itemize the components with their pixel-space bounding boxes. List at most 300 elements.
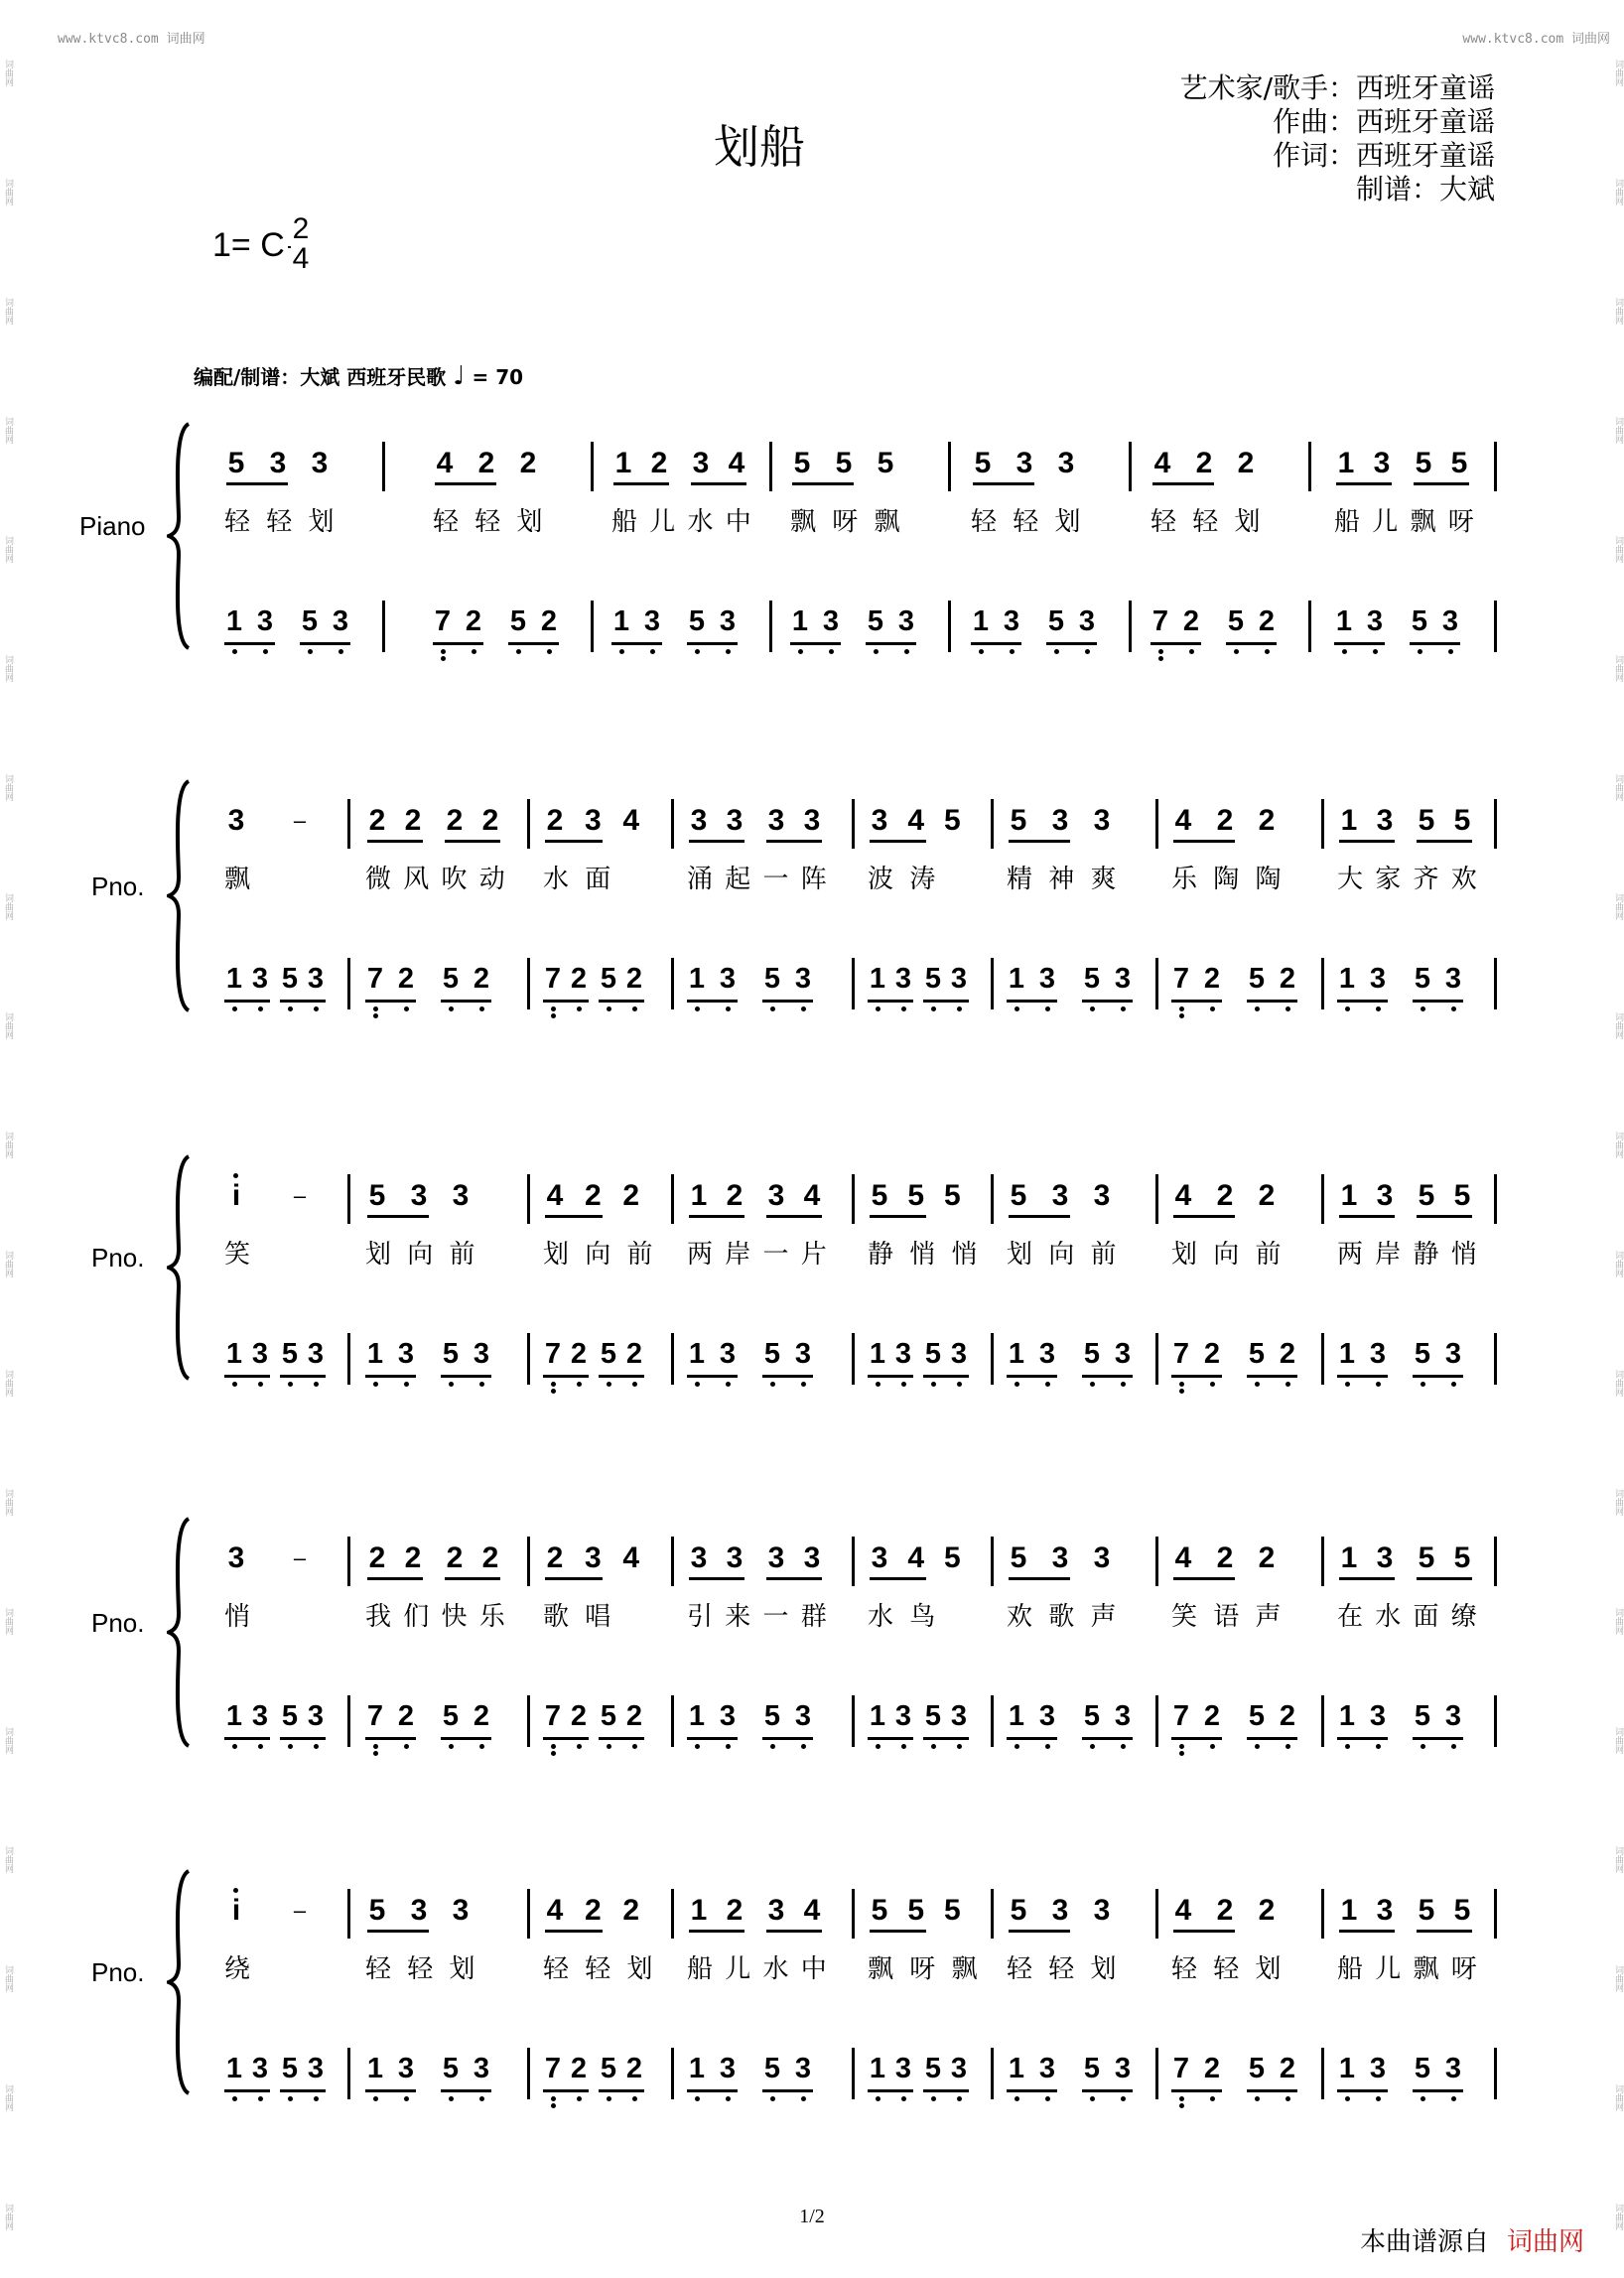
bass-note: 5 [1248, 1338, 1266, 1370]
melody-note: 4 [622, 1541, 639, 1574]
octave-low-dot [314, 1382, 319, 1387]
score-system [0, 779, 1624, 1042]
eighth-underline [224, 1375, 270, 1378]
melody-note: 5 [974, 447, 992, 479]
eighth-underline [870, 1215, 926, 1218]
bass-note: 1 [1008, 1338, 1025, 1370]
eighth-underline [1414, 482, 1469, 485]
melody-note: 4 [803, 1894, 821, 1927]
octave-low-dot [1286, 1744, 1290, 1749]
melody-note: 1 [1340, 1541, 1358, 1574]
melody-note: 5 [871, 1179, 888, 1212]
melody-note: 5 [1415, 447, 1432, 479]
bass-note: 3 [1114, 1700, 1132, 1732]
eighth-underline [1007, 2089, 1057, 2092]
octave-low-dot [232, 1006, 237, 1011]
melody-note: 3 [311, 447, 329, 479]
lyric-text: 大 家 齐 欢 [1337, 865, 1479, 894]
melody-note: 2 [481, 1541, 499, 1574]
octave-low-dot [931, 1382, 936, 1387]
melody-note: 3 [269, 447, 287, 479]
bass-note: 1 [1008, 1700, 1025, 1732]
octave-low-dot [288, 1744, 293, 1749]
octave-low-dot [1376, 1744, 1381, 1749]
barline [347, 1333, 350, 1385]
octave-low-dot [441, 656, 446, 661]
melody-note: 2 [622, 1179, 639, 1212]
octave-low-dot [551, 1382, 556, 1387]
bass-note: 7 [366, 1700, 384, 1732]
melody-note: 2 [1237, 447, 1255, 479]
eighth-underline [1082, 1000, 1133, 1003]
bass-note: 3 [894, 963, 912, 995]
eighth-underline [300, 642, 350, 645]
octave-low-dot [232, 1382, 237, 1387]
bass-note: 5 [867, 605, 884, 637]
lyric-text: 两 岸 一 片 [687, 1240, 829, 1270]
bass-note: 3 [794, 1700, 812, 1732]
melody-note: 3 [1093, 1179, 1111, 1212]
bass-note: 5 [1227, 605, 1245, 637]
eighth-underline [766, 840, 822, 843]
octave-low-dot [931, 2096, 936, 2101]
octave-low-dot [1345, 1744, 1350, 1749]
melody-note: 4 [907, 1541, 924, 1574]
melody-note: 4 [1153, 447, 1171, 479]
octave-low-dot [1376, 1006, 1381, 1011]
melody-note: 2 [1258, 1541, 1276, 1574]
bass-note: 5 [1083, 2053, 1101, 2084]
octave-low-dot [551, 2103, 556, 2108]
melody-note: 3 [803, 804, 821, 837]
eighth-underline [792, 482, 854, 485]
bass-note: 5 [1083, 963, 1101, 995]
bass-note: 5 [1083, 1338, 1101, 1370]
side-watermark-text: 词曲网 [3, 1489, 13, 1516]
barline [1321, 1889, 1324, 1939]
side-watermark-text: 词曲网 [1613, 1846, 1623, 1873]
eighth-underline [687, 1375, 738, 1378]
eighth-underline [1247, 1737, 1297, 1740]
melody-note: 3 [1057, 447, 1075, 479]
octave-low-dot [801, 1744, 806, 1749]
octave-low-dot [1255, 1744, 1260, 1749]
melody-note: 3 [767, 1179, 785, 1212]
lyric-text: 笑 [224, 1240, 255, 1270]
octave-low-dot [288, 2096, 293, 2101]
bass-note: 3 [719, 963, 737, 995]
melody-note: 3 [410, 1894, 428, 1927]
eighth-underline [1173, 1930, 1235, 1933]
octave-low-dot [288, 1382, 293, 1387]
melody-note: 2 [726, 1179, 744, 1212]
octave-low-dot [449, 1744, 454, 1749]
octave-low-dot [695, 1744, 700, 1749]
side-watermark-text: 词曲网 [3, 1965, 13, 1992]
eighth-underline [923, 2089, 969, 2092]
bass-note: 1 [1008, 2053, 1025, 2084]
melody-note: 2 [622, 1894, 639, 1927]
barline [1494, 1695, 1497, 1747]
side-watermark-text: 词曲网 [1613, 655, 1623, 682]
side-watermark-text: 词曲网 [3, 1251, 13, 1277]
barline [852, 1695, 855, 1747]
melody-note: 3 [1093, 1541, 1111, 1574]
lyric-text: 在 水 面 缭 [1337, 1602, 1479, 1632]
barline [852, 1889, 855, 1939]
bass-note: 3 [251, 1338, 269, 1370]
footer-brand[interactable]: 词曲网 [1506, 2227, 1584, 2257]
bass-note: 7 [1172, 2053, 1190, 2084]
bass-note: 1 [225, 2053, 243, 2084]
bass-note: 5 [1047, 605, 1065, 637]
barline [527, 958, 530, 1009]
octave-low-dot [338, 649, 343, 654]
melody-note: 3 [1376, 1541, 1394, 1574]
bass-note: 5 [442, 1700, 460, 1732]
melody-note: 1 [690, 1894, 708, 1927]
octave-low-dot [1179, 2103, 1184, 2108]
barline [347, 958, 350, 1009]
bass-note: 2 [397, 963, 415, 995]
octave-low-dot [479, 2096, 484, 2101]
eighth-underline [1007, 1737, 1057, 1740]
bass-note: 2 [625, 1700, 643, 1732]
instrument-label: Piano [79, 511, 146, 541]
barline [527, 2048, 530, 2099]
octave-low-dot [373, 2096, 378, 2101]
melody-note: 3 [452, 1179, 470, 1212]
eighth-underline [1226, 642, 1277, 645]
eighth-underline [1417, 840, 1472, 843]
bass-note: 5 [281, 963, 299, 995]
instrument-label: Pno. [91, 1607, 145, 1638]
barline [527, 1537, 530, 1586]
eighth-underline [545, 840, 603, 843]
eighth-underline [441, 1000, 491, 1003]
barline [1494, 1537, 1497, 1586]
bass-note: 3 [794, 963, 812, 995]
octave-low-dot [258, 1382, 263, 1387]
eighth-underline [1171, 1737, 1222, 1740]
eighth-underline [1413, 2089, 1463, 2092]
eighth-underline [599, 1000, 644, 1003]
eighth-underline [790, 642, 841, 645]
barline [769, 601, 772, 652]
eighth-underline [1171, 1000, 1222, 1003]
octave-low-dot [1376, 2096, 1381, 2101]
barline [671, 2048, 674, 2099]
eighth-underline [1007, 1375, 1057, 1378]
eighth-underline [441, 2089, 491, 2092]
octave-low-dot [479, 1006, 484, 1011]
bass-note: 5 [763, 2053, 781, 2084]
bass-note: 3 [1114, 963, 1132, 995]
side-watermark-text: 词曲网 [1613, 1489, 1623, 1516]
eighth-underline [762, 1737, 813, 1740]
bass-note: 3 [794, 1338, 812, 1370]
bass-note: 1 [225, 963, 243, 995]
barline [1494, 442, 1497, 491]
eighth-underline [441, 1737, 491, 1740]
octave-low-dot [1421, 2096, 1425, 2101]
bass-note: 7 [544, 963, 562, 995]
eighth-underline [1337, 2089, 1388, 2092]
side-watermark-text: 词曲网 [3, 298, 13, 325]
page-number: 1/2 [799, 2206, 825, 2227]
eighth-underline [687, 1000, 738, 1003]
bass-note: 2 [1279, 2053, 1296, 2084]
bass-note: 7 [544, 2053, 562, 2084]
eighth-underline [280, 1000, 326, 1003]
watermark-top-right: www.ktvc8.com 词曲网 [1462, 32, 1610, 47]
eighth-underline [1150, 642, 1201, 645]
bass-note: 3 [894, 1700, 912, 1732]
melody-note: 4 [622, 804, 639, 837]
melody-note: 2 [481, 804, 499, 837]
bass-note: 7 [1151, 605, 1169, 637]
bass-note: 2 [473, 1700, 490, 1732]
octave-low-dot [1045, 1006, 1050, 1011]
octave-low-dot [801, 2096, 806, 2101]
melody-note: 3 [726, 1541, 744, 1574]
melody-note: 2 [546, 1541, 564, 1574]
lyric-text: 水 鸟 [868, 1602, 940, 1632]
octave-low-dot [1373, 649, 1378, 654]
octave-low-dot [1189, 649, 1194, 654]
bass-note: 5 [1411, 605, 1428, 637]
bass-note: 3 [1038, 1338, 1056, 1370]
side-watermark-text: 词曲网 [1613, 536, 1623, 563]
bass-note: 3 [894, 2053, 912, 2084]
octave-low-dot [1158, 649, 1163, 654]
octave-low-dot [1286, 1382, 1290, 1387]
bass-note: 1 [225, 1338, 243, 1370]
side-watermark-text: 词曲网 [1613, 1965, 1623, 1992]
bass-note: 5 [1414, 2053, 1431, 2084]
lyric-text: 轻 轻 划 [365, 1954, 479, 1984]
bass-note: 2 [570, 1338, 588, 1370]
eighth-underline [687, 1737, 738, 1740]
bass-note: 7 [1172, 1700, 1190, 1732]
octave-low-dot [1451, 1006, 1456, 1011]
melody-note: 5 [943, 1541, 961, 1574]
eighth-underline [441, 1375, 491, 1378]
barline [1308, 442, 1311, 491]
octave-low-dot [876, 1744, 880, 1749]
octave-low-dot [232, 649, 237, 654]
eighth-underline [687, 2089, 738, 2092]
eighth-underline [1417, 1215, 1472, 1218]
bass-note: 3 [1444, 1700, 1462, 1732]
barline [1321, 1695, 1324, 1747]
melody-note: 5 [1453, 804, 1471, 837]
melody-note: 3 [1051, 1894, 1069, 1927]
eighth-underline [224, 2089, 270, 2092]
melody-note: 5 [793, 447, 811, 479]
eighth-underline [1339, 1215, 1395, 1218]
octave-low-dot [232, 1744, 237, 1749]
melody-note: 3 [1376, 1894, 1394, 1927]
bass-note: 3 [794, 2053, 812, 2084]
grand-staff-brace [167, 1154, 193, 1381]
lyric-text: 水 面 [543, 865, 615, 894]
melody-note: 2 [650, 447, 668, 479]
octave-low-dot [449, 1382, 454, 1387]
side-watermark-text: 词曲网 [1613, 774, 1623, 801]
eighth-underline [868, 1375, 913, 1378]
barline [527, 799, 530, 849]
side-watermark-text: 词曲网 [3, 1370, 13, 1397]
octave-low-dot [1345, 1006, 1350, 1011]
eighth-underline [1082, 1375, 1133, 1378]
barline [671, 958, 674, 1009]
barline [852, 1333, 855, 1385]
octave-low-dot [904, 649, 909, 654]
bass-note: 2 [1203, 963, 1221, 995]
bass-note: 5 [281, 1700, 299, 1732]
octave-low-dot [1421, 1744, 1425, 1749]
melody-note: 3 [767, 1894, 785, 1927]
lyric-text: 船 儿 飘 呀 [1334, 507, 1476, 537]
lyric-text: 飘 [224, 865, 255, 894]
octave-low-dot [404, 2096, 409, 2101]
bass-note: 1 [869, 1338, 886, 1370]
eighth-underline [868, 1000, 913, 1003]
octave-low-dot [1421, 1382, 1425, 1387]
melody-note: 1 [1337, 447, 1355, 479]
melody-note: 4 [546, 1894, 564, 1927]
barline [1494, 958, 1497, 1009]
eighth-underline [1337, 1737, 1388, 1740]
barline [852, 958, 855, 1009]
barline [347, 1537, 350, 1586]
melody-note: 3 [690, 804, 708, 837]
octave-low-dot [404, 1382, 409, 1387]
barline [852, 1174, 855, 1224]
octave-low-dot [1376, 1382, 1381, 1387]
eighth-underline [280, 1737, 326, 1740]
bass-note: 3 [1441, 605, 1459, 637]
octave-low-dot [472, 649, 476, 654]
bass-note: 3 [1366, 605, 1384, 637]
grand-staff-brace [167, 1869, 193, 2095]
barline [991, 1333, 994, 1385]
bass-note: 5 [763, 963, 781, 995]
side-watermark-text: 词曲网 [3, 893, 13, 920]
eighth-underline [923, 1000, 969, 1003]
lyric-text: 轻 轻 划 [1007, 1954, 1121, 1984]
barline [991, 1889, 994, 1939]
bass-note: 3 [397, 1338, 415, 1370]
melody-note: 3 [1376, 804, 1394, 837]
melody-note: 2 [1216, 804, 1234, 837]
melody-note: 5 [1450, 447, 1468, 479]
bass-note: 5 [442, 2053, 460, 2084]
octave-low-dot [1179, 2096, 1184, 2101]
eighth-underline [1339, 840, 1395, 843]
melody-note: 4 [436, 447, 454, 479]
bass-note: 2 [465, 605, 482, 637]
octave-low-dot [479, 1744, 484, 1749]
octave-low-dot [449, 2096, 454, 2101]
bass-note: 1 [1335, 605, 1353, 637]
melody-note: 5 [1010, 804, 1027, 837]
credit-lyricist: 作词：西班牙童谣 [1272, 139, 1495, 172]
octave-low-dot [801, 1382, 806, 1387]
octave-low-dot [449, 1006, 454, 1011]
lyric-text: 乐 陶 陶 [1171, 865, 1286, 894]
octave-low-dot [1179, 1006, 1184, 1011]
melody-note: 5 [877, 447, 894, 479]
barline [347, 1174, 350, 1224]
sustain-dash: – [293, 808, 307, 833]
side-watermark-text: 词曲网 [1613, 60, 1623, 86]
octave-low-dot [1342, 649, 1347, 654]
lyric-text: 飘 呀 飘 [868, 1954, 982, 1984]
eighth-underline [766, 1577, 822, 1580]
bass-note: 2 [397, 1700, 415, 1732]
eighth-underline [365, 1375, 416, 1378]
barline [382, 601, 385, 652]
side-watermark-text: 词曲网 [3, 179, 13, 205]
barline [671, 1174, 674, 1224]
octave-low-dot [1255, 1382, 1260, 1387]
barline [1494, 799, 1497, 849]
octave-low-dot [404, 1744, 409, 1749]
bass-note: 2 [1203, 1700, 1221, 1732]
side-watermark-text: 词曲网 [3, 1727, 13, 1754]
eighth-underline [1009, 1215, 1070, 1218]
eighth-underline [1339, 1930, 1395, 1933]
bass-note: 3 [950, 1700, 968, 1732]
melody-note: 3 [1015, 447, 1033, 479]
eighth-underline [367, 840, 423, 843]
eighth-underline [1082, 1737, 1133, 1740]
eighth-underline [689, 840, 744, 843]
melody-note: 1 [1340, 1179, 1358, 1212]
bass-note: 1 [688, 2053, 706, 2084]
bass-note: 5 [924, 1338, 942, 1370]
side-watermark-text: 词曲网 [3, 1846, 13, 1873]
barline [591, 442, 594, 491]
lyric-text: 轻 轻 划 [971, 507, 1085, 537]
bass-note: 2 [625, 2053, 643, 2084]
bass-note: 2 [625, 963, 643, 995]
octave-low-dot [632, 1744, 637, 1749]
octave-low-dot [901, 1006, 906, 1011]
eighth-underline [365, 1000, 416, 1003]
side-watermark-text: 词曲网 [1613, 2204, 1623, 2230]
bass-note: 7 [1172, 963, 1190, 995]
eighth-underline [543, 1000, 589, 1003]
octave-low-dot [1015, 2096, 1019, 2101]
tempo-marking [194, 361, 523, 391]
eighth-underline [689, 1930, 744, 1933]
octave-low-dot [695, 1382, 700, 1387]
side-watermark-text: 词曲网 [1613, 417, 1623, 444]
lyric-text: 波 涛 [868, 865, 940, 894]
octave-low-dot [1451, 1382, 1456, 1387]
bass-note: 3 [822, 605, 840, 637]
eighth-underline [1334, 642, 1385, 645]
barline [1155, 1333, 1158, 1385]
melody-note: 1 [614, 447, 632, 479]
side-watermark-text: 词曲网 [3, 417, 13, 444]
side-watermark-text: 词曲网 [1613, 1251, 1623, 1277]
eighth-underline [1046, 642, 1097, 645]
melody-note: 2 [477, 447, 495, 479]
